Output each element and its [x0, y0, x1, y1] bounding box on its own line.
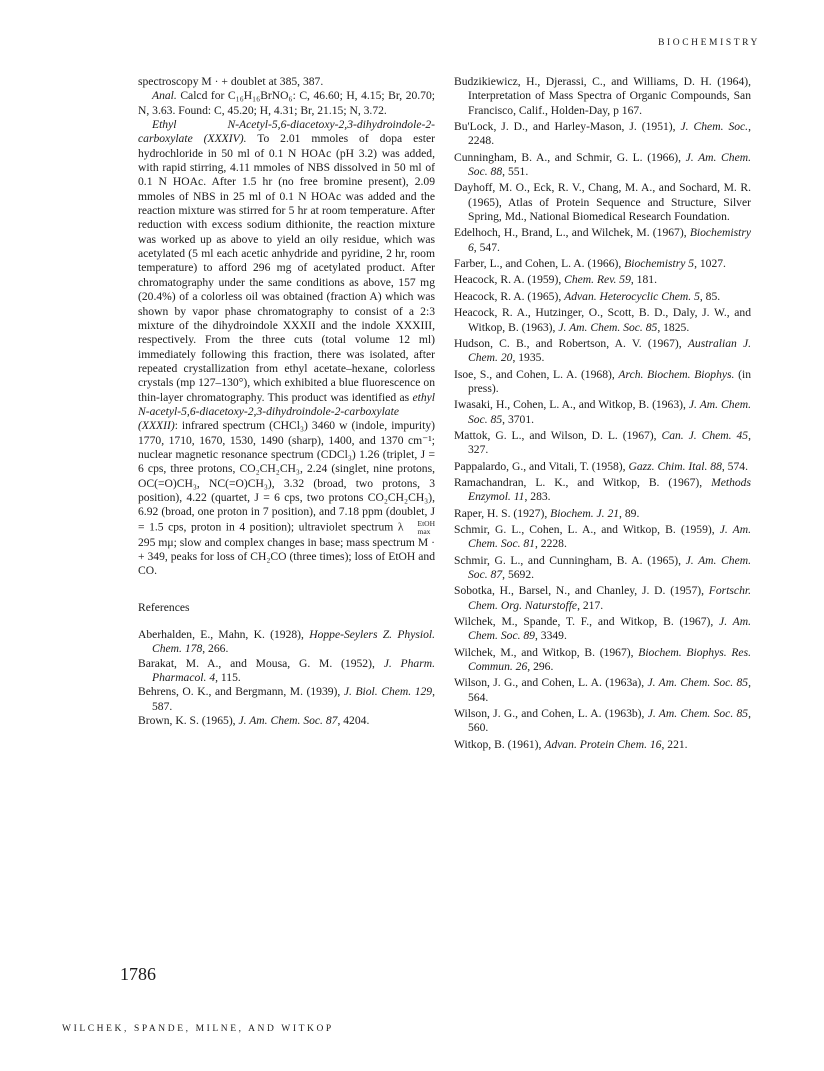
reference-pages: , 1027. — [694, 257, 726, 271]
reference-pages: , 560. — [468, 707, 751, 735]
reference-journal: J. Am. Chem. Soc. 89 — [468, 615, 751, 643]
reference-authors: Barakat, M. A., and Mousa, G. M. (1952), — [138, 656, 384, 670]
reference-journal: J. Am. Chem. Soc. 87 — [238, 714, 338, 728]
reference-pages: , 2248. — [468, 120, 751, 148]
reference-journal: J. Am. Chem. Soc. 85 — [558, 320, 658, 334]
reference-item — [454, 306, 751, 335]
reference-item — [454, 738, 751, 752]
reference-authors: Aberhalden, E., Mahn, K. (1928), — [138, 628, 310, 642]
reference-journal: Methods Enzymol. 11 — [468, 475, 751, 504]
paragraph-ms: spectroscopy M · + doublet at 385, 387. — [138, 75, 324, 88]
reference-journal: Australian J. Chem. 20 — [468, 336, 752, 365]
reference-item — [454, 151, 751, 180]
reference-journal: Can. J. Chem. 45 — [661, 428, 749, 442]
reference-item — [454, 554, 751, 583]
reference-journal: J. Am. Chem. Soc. 88 — [468, 150, 751, 179]
reference-pages: , 296. — [527, 660, 554, 674]
reference-pages: , 574. — [721, 459, 748, 473]
reference-item — [454, 120, 751, 149]
reference-pages: , 115. — [215, 671, 241, 685]
reference-authors: Cunningham, B. A., and Schmir, G. L. (1966), — [454, 150, 686, 164]
reference-item — [454, 507, 751, 521]
right-column — [454, 75, 751, 754]
reference-authors: Dayhoff, M. O., Eck, R. V., Chang, M. A., and Sochard, M. R. (1965), Atlas of Protein Sequence and Structure, Silver Spring, Md., National Biomedical Research Foundation. — [454, 181, 751, 224]
reference-item — [454, 707, 751, 736]
reference-pages: , 2228. — [534, 537, 567, 551]
reference-item — [138, 628, 435, 657]
reference-authors: Witkop, B. (1961), — [454, 737, 545, 751]
reference-authors: Sobotka, H., Barsel, N., and Chanley, J. D. (1957), — [454, 584, 709, 598]
reference-authors: Ramachandran, L. K., and Witkop, B. (1967), — [454, 475, 712, 489]
reference-journal: J. Am. Chem. Soc. 87 — [468, 553, 751, 581]
reference-journal: J. Pharm. Pharmacol. 4 — [152, 656, 436, 685]
reference-pages: , 1825. — [657, 320, 690, 334]
reference-item — [454, 337, 751, 366]
reference-authors: Brown, K. S. (1965), — [138, 714, 239, 728]
reference-pages: , 547. — [473, 240, 500, 254]
reference-journal: Biochem. Biophys. Res. Commun. 26 — [468, 645, 751, 674]
reference-item — [454, 368, 751, 397]
spectra-text-end: 295 mμ; slow and complex changes in base; mass spectrum M · + 349, peaks for loss of CH₂CO (three times); loss of EtOH and CO. — [138, 535, 435, 578]
reference-authors: Behrens, O. K., and Bergmann, M. (1939), — [138, 685, 344, 699]
reference-item — [454, 181, 751, 224]
reference-authors: Pappalardo, G., and Vitali, T. (1958), — [454, 459, 629, 473]
reference-authors: Bu'Lock, J. D., and Harley-Mason, J. (1951), — [454, 120, 681, 134]
reference-journal: Biochem. J. 21 — [550, 506, 620, 520]
compound-heading: Ethyl N-Acetyl-5,6-diacetoxy-2,3-dihydroindole-2-carboxylate (XXXIV). — [138, 118, 435, 146]
reference-item — [454, 273, 751, 287]
reference-authors: Edelhoch, H., Brand, L., and Wilchek, M. (1967), — [454, 226, 690, 240]
reference-pages: , 3349. — [534, 629, 567, 643]
reference-pages: , 4204. — [337, 714, 370, 728]
left-column — [138, 75, 435, 728]
reference-authors: Heacock, R. A. (1965), — [454, 289, 565, 303]
lambda-superscript: EtOH — [417, 518, 435, 528]
compound-identity: ethyl N-acetyl-5,6-diacetoxy-2,3-dihydroindole-2-carboxylate (XXXII) — [138, 390, 435, 433]
reference-pages: , 564. — [468, 676, 751, 704]
reference-journal: J. Biol. Chem. 129 — [343, 685, 433, 699]
lambda-subscript: max — [417, 526, 431, 536]
reference-pages: , 1935. — [512, 351, 545, 365]
reference-pages: , 266. — [202, 642, 229, 656]
reference-pages: , 283. — [524, 490, 551, 504]
reference-authors: Isoe, S., and Cohen, L. A. (1968), — [454, 367, 619, 381]
reference-item — [454, 290, 751, 304]
reference-journal: J. Chem. Soc. — [680, 120, 749, 134]
reference-pages: , 89. — [619, 506, 640, 520]
reference-authors: Wilchek, M., and Witkop, B. (1967), — [454, 645, 639, 659]
analysis-text: Calcd for C₁₆H₁₆BrNO₆: C, 46.60; H, 4.15; Br, 20.70; N, 3.63. Found: C, 45.20; H, 4.31; Br, 21.15; N, 3.72. — [138, 89, 435, 117]
running-foot: WILCHEK, SPANDE, MILNE, AND WITKOP — [62, 1024, 334, 1034]
reference-item — [454, 523, 751, 552]
reference-item — [454, 584, 751, 613]
reference-journal: Advan. Heterocyclic Chem. 5 — [564, 289, 700, 303]
reference-authors: Budzikiewicz, H., Djerassi, C., and Williams, D. H. (1964), Interpretation of Mass Spectra of Organic Compounds, San Francisco, Calif., Holden-Day, p 167. — [454, 75, 751, 117]
page-number: 1786 — [120, 964, 156, 984]
reference-authors: Hudson, C. B., and Robertson, A. V. (1967), — [454, 336, 688, 350]
reference-pages: , 3701. — [502, 412, 535, 426]
synthesis-text: To 2.01 mmoles of dopa ester hydrochloride in 50 ml of 0.1 N HOAc (pH 3.2) was added, with rapid stirring, 4.11 mmoles of NBS dissolved in 50 ml of 0.1 N HOAc. After 1.5 hr (no free bromine present), 2.09 mmoles of NBS in 25 ml of 0.1 N HOAc was added and the reaction mixture was stirred for 5 hr at room temperature. After reduction with excess sodium dithionite, the reaction mixture was worked up as above to yield an oily residue, which was acetylated (5 ml each acetic anhydride and pyridine, 2 hr, room temperature) to afford 296 mg of acetylated product. After chromatography under the same conditions as above, 157 mg (20.4%) of a colorless oil was obtained (fraction A) which was shown by vapor phase chromatography to consist of a 2:3 mixture of the dihydroindole XXXII and the indole XXXIII, respectively. From the three cuts (total volume 12 ml) immediately following this fraction, there was isolated, after repeated crystallization from ethyl acetate–hexane, colorless crystals (mp 127–130°), which exhibited a blue fluorescence on thin-layer chromatography. This product was identified as — [138, 132, 435, 404]
reference-authors: Schmir, G. L., and Cunningham, B. A. (1965), — [454, 553, 686, 567]
reference-journal: Advan. Protein Chem. 16 — [544, 737, 662, 751]
running-head: BIOCHEMISTRY — [658, 38, 760, 48]
reference-journal: J. Am. Chem. Soc. 85 — [468, 398, 751, 426]
reference-item — [138, 714, 435, 728]
reference-journal: J. Am. Chem. Soc. 85 — [647, 707, 749, 721]
reference-item — [454, 257, 751, 271]
reference-item — [454, 615, 751, 644]
reference-item — [454, 226, 751, 255]
reference-pages: , 327. — [468, 428, 751, 457]
paragraph-synthesis — [138, 118, 435, 579]
reference-pages: , 181. — [630, 273, 657, 287]
reference-journal: J. Am. Chem. Soc. 81 — [468, 522, 752, 551]
reference-pages: , 221. — [661, 737, 688, 751]
reference-pages: , 217. — [577, 598, 604, 612]
reference-item — [454, 476, 751, 505]
reference-pages: , 587. — [152, 685, 436, 713]
references-heading: References — [138, 600, 190, 614]
reference-item — [454, 676, 751, 705]
reference-item — [454, 75, 751, 118]
reference-authors: Heacock, R. A. (1959), — [454, 273, 565, 287]
reference-pages: , 85. — [699, 289, 721, 303]
reference-journal: Arch. Biochem. Biophys. — [618, 367, 735, 381]
reference-authors: Heacock, R. A., Hutzinger, O., Scott, B. D., Daly, J. W., and Witkop, B. (1963), — [454, 306, 751, 334]
reference-authors: Wilchek, M., Spande, T. F., and Witkop, B. (1967), — [454, 615, 720, 629]
reference-item — [138, 685, 435, 714]
reference-authors: Farber, L., and Cohen, L. A. (1966), — [454, 257, 625, 271]
reference-journal: Hoppe-Seylers Z. Physiol. Chem. 178 — [152, 628, 435, 656]
reference-item — [454, 398, 751, 427]
reference-item — [454, 646, 751, 675]
reference-journal: J. Am. Chem. Soc. 85 — [647, 676, 749, 690]
reference-authors: Wilson, J. G., and Cohen, L. A. (1963a), — [454, 676, 648, 690]
references-list-left — [138, 628, 435, 728]
reference-journal: Fortschr. Chem. Org. Naturstoffe — [468, 584, 751, 612]
references-list-right — [454, 75, 751, 752]
reference-authors: Mattok, G. L., and Wilson, D. L. (1967), — [454, 428, 662, 442]
reference-item — [454, 429, 751, 458]
paragraph-analysis — [138, 89, 435, 118]
reference-journal: Chem. Rev. 59 — [564, 273, 631, 287]
reference-pages: , 551. — [502, 165, 529, 179]
reference-journal: Gazz. Chim. Ital. 88 — [628, 459, 722, 473]
reference-authors: Schmir, G. L., Cohen, L. A., and Witkop, B. (1959), — [454, 522, 720, 536]
reference-journal: Biochemistry 5 — [624, 257, 695, 271]
reference-authors: Wilson, J. G., and Cohen, L. A. (1963b), — [454, 707, 648, 721]
analysis-label: Anal. — [152, 89, 177, 103]
reference-authors: Raper, H. S. (1927), — [454, 506, 551, 520]
reference-authors: Iwasaki, H., Cohen, L. A., and Witkop, B. (1963), — [454, 398, 689, 412]
reference-item — [138, 657, 435, 686]
reference-journal: Biochemistry 6 — [468, 226, 751, 254]
reference-item — [454, 460, 751, 474]
spectra-text: : infrared spectrum (CHCl₃) 3460 w (indole, impurity) 1770, 1710, 1670, 1530, 1490 (sharp), 1400, and 1370 cm⁻¹; nuclear magnetic resonance spectrum (CDCl₃) 1.26 (triplet, J = 6 cps, three protons, CO₂CH₂CH₃, 2.24 (singlet, nine protons, OC(=O)CH₃, NC(=O)CH₃), 3.32 (broad, two protons, 3 position), 4.22 (quartet, J = 6 cps, two protons CO₂CH₂CH₃), 6.92 (broad, one proton in 7 position), and 7.18 ppm (doublet, J = 1.5 cps, proton in 4 position); ultraviolet spectrum λ — [138, 419, 435, 534]
reference-pages: , 5692. — [502, 568, 535, 581]
reference-pages: (in press). — [468, 367, 752, 395]
